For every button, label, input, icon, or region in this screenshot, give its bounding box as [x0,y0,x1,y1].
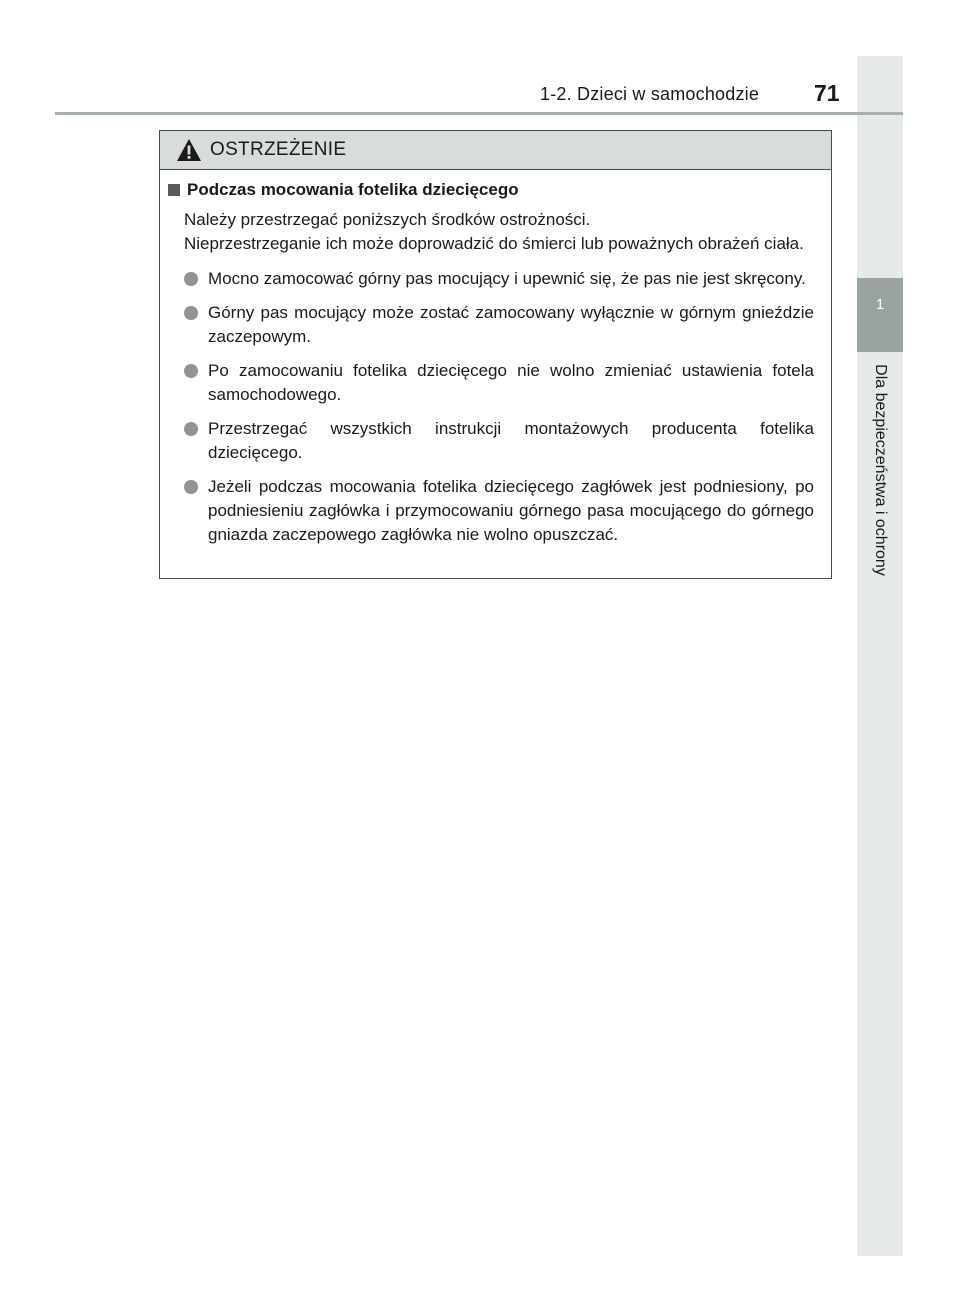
warning-intro [168,208,814,256]
intro-line-1: Należy przestrzegać poniższych środków ostrożności. [184,210,591,229]
square-bullet-icon [168,184,180,196]
list-item [168,417,814,465]
list-item [168,475,814,547]
list-item [168,359,814,407]
warning-triangle-icon [176,138,202,162]
list-item-text: Mocno zamocować górny pas mocujący i upewnić się, że pas nie jest skręcony. [208,269,806,288]
bullet-dot-icon [184,480,198,494]
chapter-number-box [857,278,903,352]
subheading-text: Podczas mocowania fotelika dziecięcego [187,180,519,199]
bullet-dot-icon [184,272,198,286]
list-item [168,301,814,349]
section-title: 1-2. Dzieci w samochodzie [540,84,760,104]
list-item-text: Jeżeli podczas mocowania fotelika dziecięcego zagłówek jest podniesiony, po podniesieniu zagłówka i przymocowaniu górnego pasa mocującego do górnego gniazda zaczepowego zagłówka nie wolno opuszczać. [208,477,814,544]
list-item [168,267,814,291]
chapter-label: Dla bezpieczeństwa i ochrony [872,364,889,576]
warning-header [160,131,831,170]
warning-box [159,130,832,579]
list-item-text: Przestrzegać wszystkich instrukcji montażowych producenta fotelika dziecięcego. [208,419,814,462]
side-chapter-tab [857,56,903,1256]
page-number: 71 [814,80,840,106]
intro-line-2: Nieprzestrzeganie ich może doprowadzić do śmierci lub poważnych obrażeń ciała. [184,234,804,253]
warning-body [160,170,831,547]
bullet-dot-icon [184,364,198,378]
bullet-dot-icon [184,306,198,320]
header-divider [55,112,903,115]
chapter-number: 1 [875,296,885,313]
warning-title: OSTRZEŻENIE [210,139,347,160]
bullet-dot-icon [184,422,198,436]
list-item-text: Górny pas mocujący może zostać zamocowany wyłącznie w górnym gnieździe zaczepowym. [208,303,814,346]
list-item-text: Po zamocowaniu fotelika dziecięcego nie wolno zmieniać ustawienia fotela samochodowego. [208,361,814,404]
warning-subheading [168,180,814,200]
